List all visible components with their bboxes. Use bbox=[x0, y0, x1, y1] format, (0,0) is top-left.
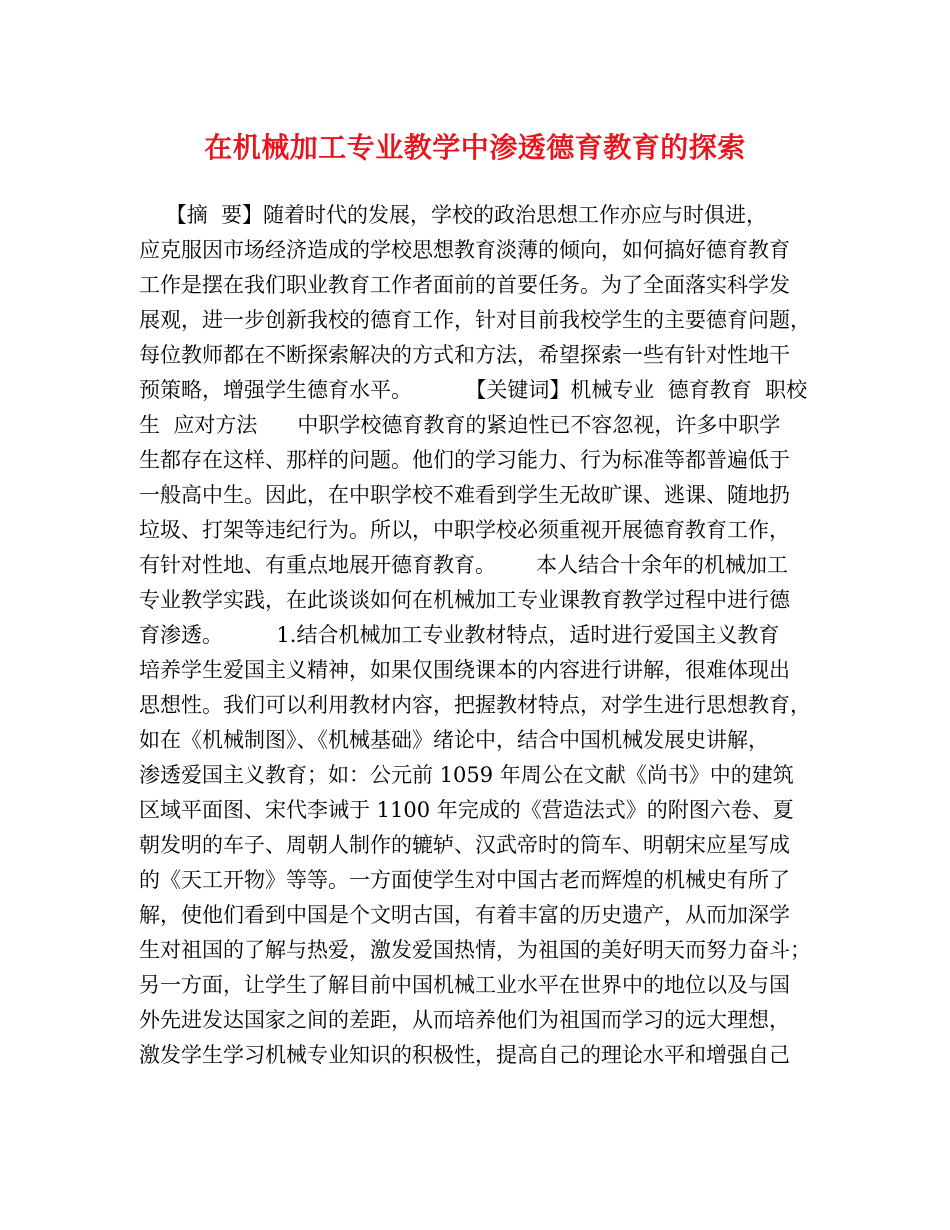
body-line: 垃圾、打架等违纪行为。所以，中职学校必须重视开展德育教育工作， bbox=[139, 518, 790, 542]
body-line: 育渗透。 1.结合机械加工专业教材特点，适时进行爱国主义教育 bbox=[139, 623, 780, 647]
body-line: 一般高中生。因此，在中职学校不难看到学生无故旷课、逃课、随地扔 bbox=[139, 483, 790, 507]
body-line: 生 应对方法 中职学校德育教育的紧迫性已不容忽视，许多中职学 bbox=[139, 413, 781, 437]
body-line: 朝发明的车子、周朝人制作的辘轳、汉武帝时的筒车、明朝宋应星写成 bbox=[139, 833, 790, 857]
body-line: 外先进发达国家之间的差距，从而培养他们为祖国而学习的远大理想， bbox=[139, 1008, 790, 1032]
body-line: 另一方面，让学生了解目前中国机械工业水平在世界中的地位以及与国 bbox=[139, 973, 790, 997]
body-line: 【摘 要】随着时代的发展，学校的政治思想工作亦应与时俱进， bbox=[139, 203, 768, 227]
document-body bbox=[139, 198, 829, 1073]
body-line: 有针对性地、有重点地展开德育教育。 本人结合十余年的机械加工 bbox=[139, 553, 789, 577]
body-line: 如在《机械制图》、《机械基础》绪论中，结合中国机械发展史讲解， bbox=[139, 728, 769, 752]
body-line: 的《天工开物》等等。一方面使学生对中国古老而辉煌的机械史有所了 bbox=[139, 868, 790, 892]
body-line: 思想性。我们可以利用教材内容，把握教材特点，对学生进行思想教育， bbox=[139, 693, 811, 717]
body-line: 区域平面图、宋代李诫于 1100 年完成的《营造法式》的附图六卷、夏 bbox=[139, 798, 794, 822]
document-title: 在机械加工专业教学中渗透德育教育的探索 bbox=[204, 131, 746, 164]
body-line: 预策略，增强学生德育水平。 【关键词】机械专业 德育教育 职校 bbox=[139, 378, 808, 402]
body-line: 解，使他们看到中国是个文明古国，有着丰富的历史遗产，从而加深学 bbox=[139, 903, 790, 927]
body-line: 应克服因市场经济造成的学校思想教育淡薄的倾向，如何搞好德育教育 bbox=[139, 238, 790, 262]
body-line: 渗透爱国主义教育；如：公元前 1059 年周公在文献《尚书》中的建筑 bbox=[139, 763, 794, 787]
body-line: 生都存在这样、那样的问题。他们的学习能力、行为标准等都普遍低于 bbox=[139, 448, 790, 472]
body-line: 专业教学实践，在此谈谈如何在机械加工专业课教育教学过程中进行德 bbox=[139, 588, 790, 612]
body-line: 展观，进一步创新我校的德育工作，针对目前我校学生的主要德育问题， bbox=[139, 308, 811, 332]
body-line: 培养学生爱国主义精神，如果仅围绕课本的内容进行讲解，很难体现出 bbox=[139, 658, 790, 682]
body-line: 工作是摆在我们职业教育工作者面前的首要任务。为了全面落实科学发 bbox=[139, 273, 790, 297]
body-line: 每位教师都在不断探索解决的方式和方法，希望探索一些有针对性地干 bbox=[139, 343, 790, 367]
body-line: 激发学生学习机械专业知识的积极性，提高自己的理论水平和增强自己 bbox=[139, 1043, 790, 1067]
body-line: 生对祖国的了解与热爱，激发爱国热情，为祖国的美好明天而努力奋斗； bbox=[139, 938, 811, 962]
